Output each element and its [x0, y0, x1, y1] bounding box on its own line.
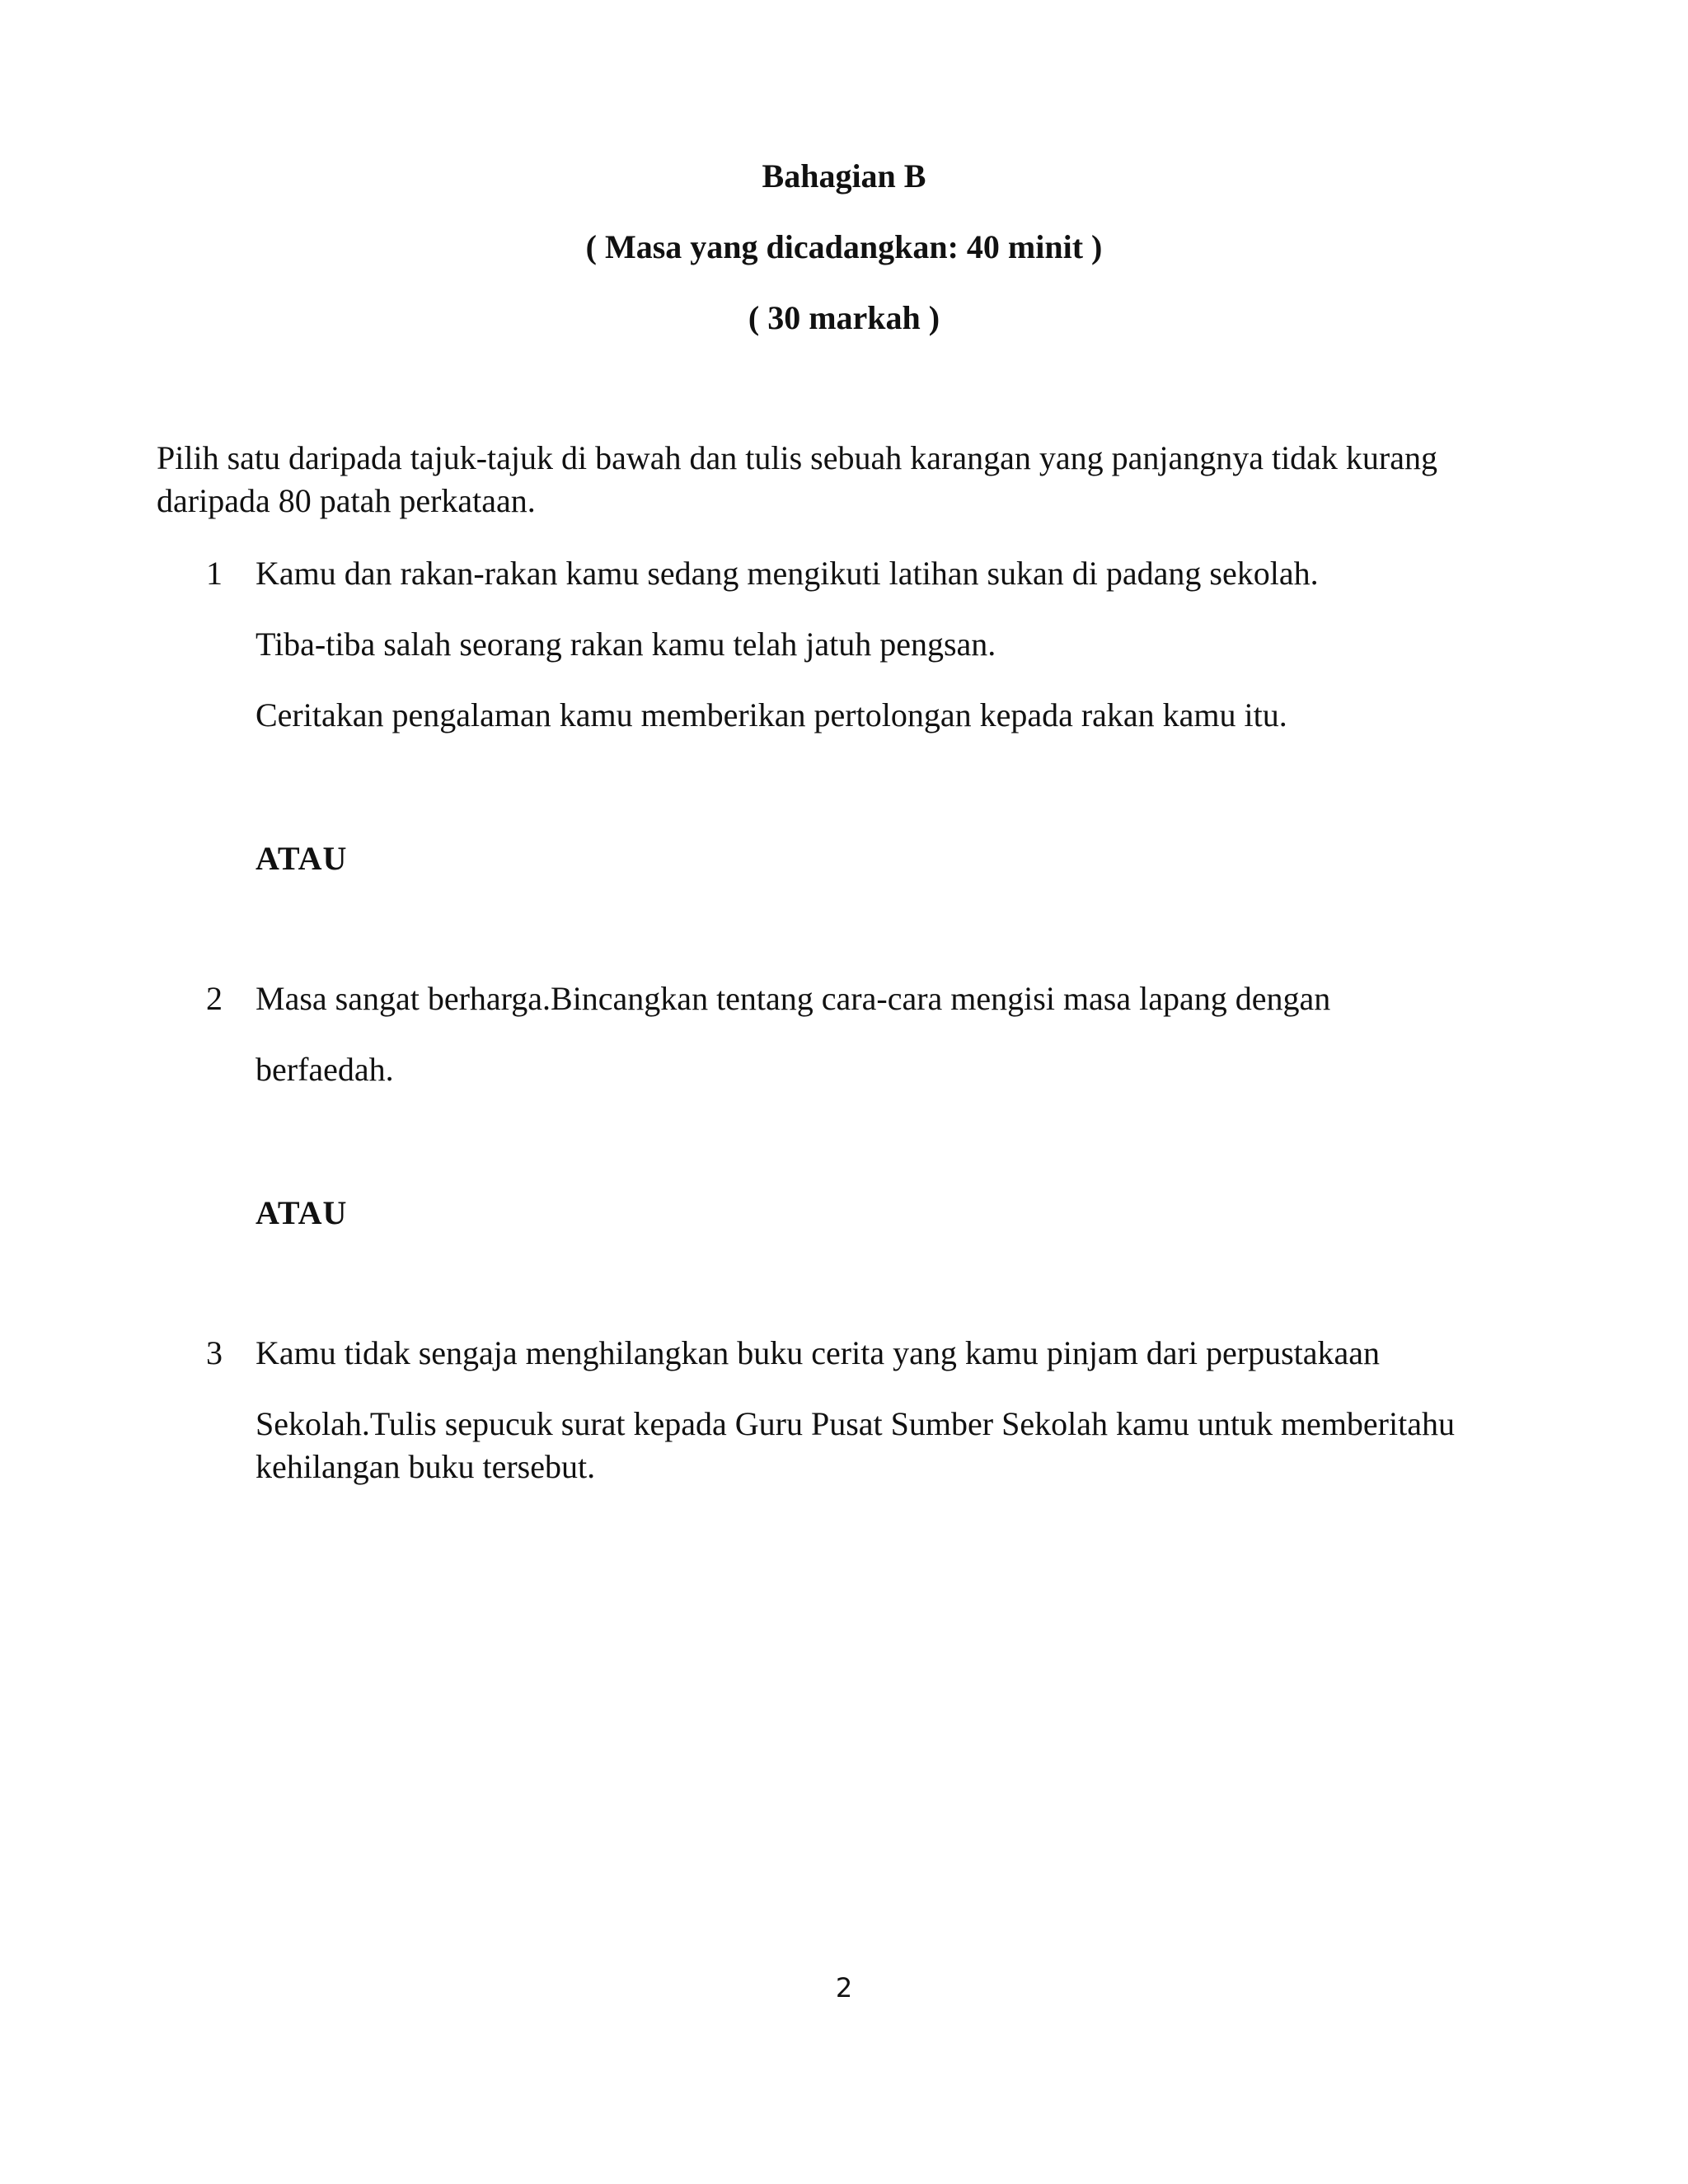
question-3-number: 3 [206, 1334, 223, 1371]
question-2-number: 2 [206, 980, 223, 1017]
question-1-line-2: Tiba-tiba salah seorang rakan kamu telah jatuh pengsan. [256, 626, 996, 663]
question-2-line-2: berfaedah. [256, 1051, 394, 1088]
question-3-line-2: Sekolah.Tulis sepucuk surat kepada Guru Pusat Sumber Sekolah kamu untuk memberitahu [256, 1405, 1455, 1442]
page-number: 2 [835, 1972, 853, 2004]
question-1-line-3: Ceritakan pengalaman kamu memberikan pertolongan kepada rakan kamu itu. [256, 696, 1287, 733]
marks-note: ( 30 markah ) [748, 299, 940, 336]
question-1-number: 1 [206, 555, 223, 592]
question-1-line-1: Kamu dan rakan-rakan kamu sedang mengikuti latihan sukan di padang sekolah. [256, 555, 1319, 592]
question-3-line-1: Kamu tidak sengaja menghilangkan buku cerita yang kamu pinjam dari perpustakaan [256, 1334, 1381, 1371]
section-title: Bahagian B [762, 157, 926, 194]
or-separator-1: ATAU [256, 840, 348, 877]
question-3-line-3: kehilangan buku tersebut. [256, 1448, 596, 1485]
instruction-line-1: Pilih satu daripada tajuk-tajuk di bawah dan tulis sebuah karangan yang panjangnya tidak kurang [157, 439, 1438, 476]
or-separator-2: ATAU [256, 1194, 348, 1231]
question-2-line-1: Masa sangat berharga.Bincangkan tentang cara-cara mengisi masa lapang dengan [256, 980, 1331, 1017]
instruction-line-2: daripada 80 patah perkataan. [157, 482, 536, 519]
time-note: ( Masa yang dicadangkan: 40 minit ) [585, 228, 1103, 265]
